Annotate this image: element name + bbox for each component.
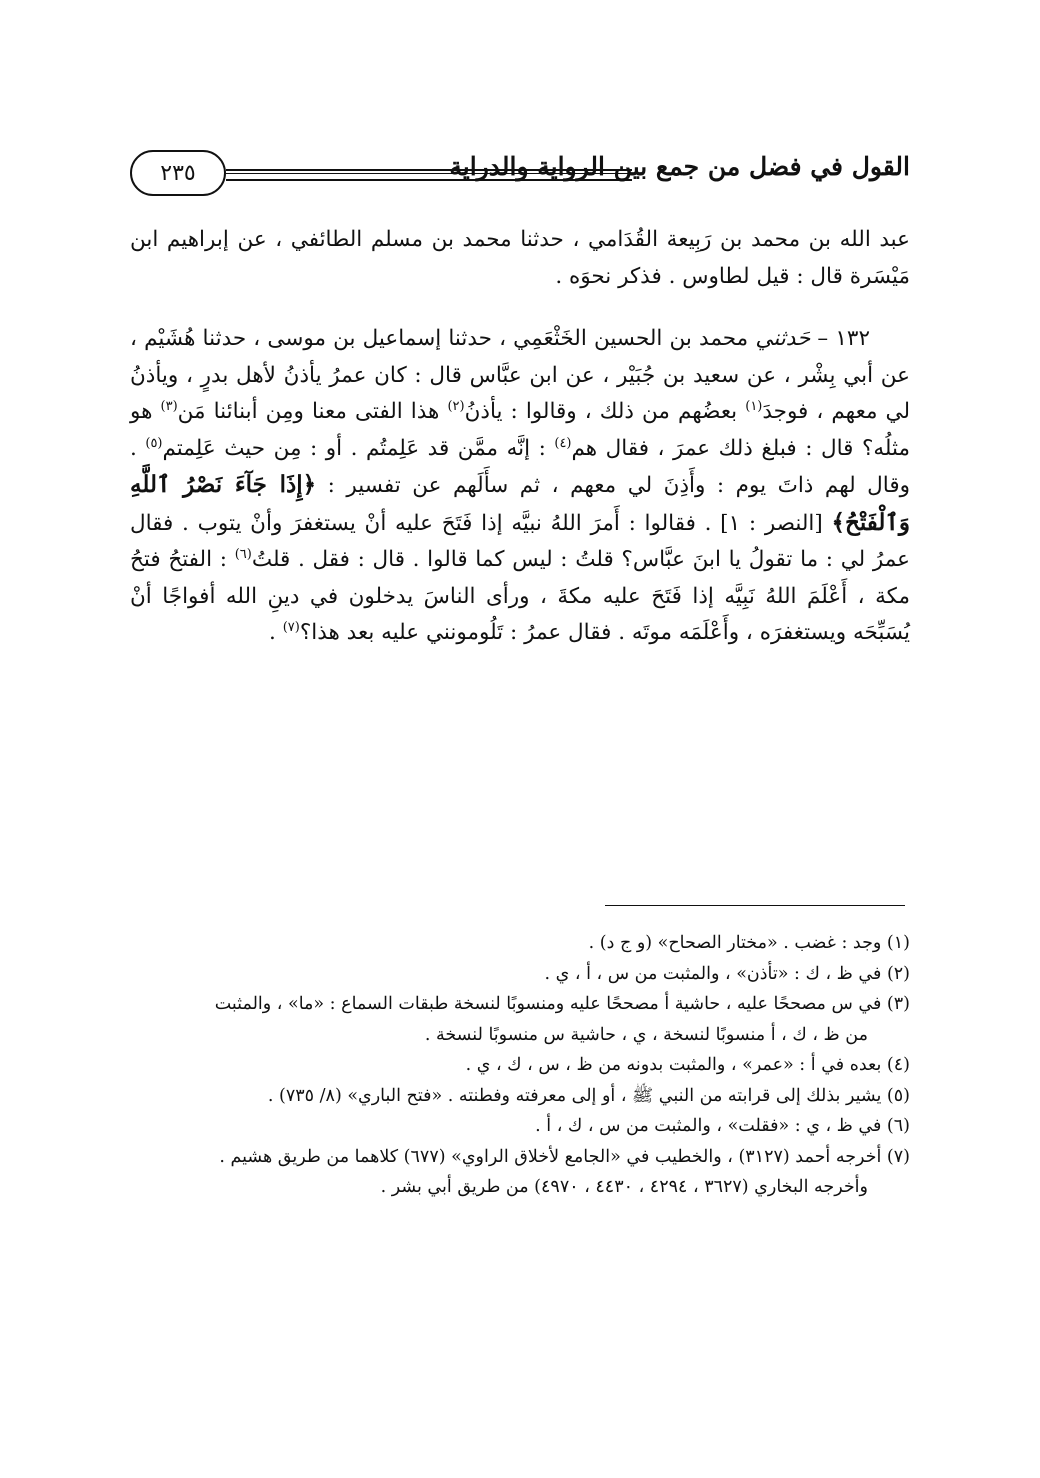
text-segment: هو مثلُه؟ قال : فبلغ ذلك عمرَ ، فقال هم [130, 399, 910, 461]
text-segment: : إنَّه ممَّن قد عَلِمتُم . أو : مِن حيث عَلِمتم [162, 435, 555, 461]
footnote-1: (١) وجد : غضب . «مختار الصحاح» (و ج د) . [588, 933, 910, 953]
text-segment: . [269, 620, 283, 645]
quran-reference: [النصر : ١] [711, 510, 832, 536]
footnote-ref-5: (٥) [145, 435, 163, 451]
narration-verb: حَدثني [755, 326, 811, 351]
footnote-ref-6: (٦) [234, 546, 252, 562]
footnote-2: (٢) في ظ ، ك : «تأذن» ، والمثبت من س ، أ ، ي . [544, 963, 910, 984]
footnote-ref-4: (٤) [554, 435, 572, 451]
footnote-3-continuation: من ظ ، ك ، أ منسوبًا لنسخة ، ي ، حاشية س منسوبًا لنسخة . [424, 1024, 868, 1045]
text-segment: : الفتحُ فتحُ مكة ، أَعْلَمَ اللهُ نَبِيَّه إذا فَتَحَ عليه مكةَ ، ورأى الناسَ يدخلون في دينِ الله أفواجًا أنْ يُسَبِّحَه ويستغفرَه ، وأَعْلَمَه موتَه . فقال عمرُ : تَلُومونني عليه بعد هذا؟ [130, 547, 910, 645]
footnote-7: (٧) أخرجه أحمد (٣١٢٧) ، والخطيب في «الجامع لأخلاق الراوي» (٦٧٧) كلاهما من طريق هشيم . [219, 1146, 910, 1167]
footnote-3: (٣) في س مصححًا عليه ، حاشية أ مصححًا عليه ومنسوبًا لنسخة طبقات السماع : «ما» ، والمثبت [214, 994, 910, 1014]
text-segment: . فقالوا : أَمرَ اللهُ نبيَّه إذا فَتَحَ عليه أنْ يستغفرَ وأنْ يتوب . فقال عمرُ لي : ما تقولُ يا ابنَ عبَّاس؟ قلتُ : ليس كما قالوا . قال : فقل . قلتُ [130, 510, 910, 572]
paragraph-continuation: عبد الله بن محمد بن رَبِيعة القُدَامي ، حدثنا محمد بن مسلم الطائفي ، عن إبراهيم ابن مَيْسَرة قال : قيل لطاوس . فذكر نحوَه . [130, 227, 910, 289]
running-header [130, 150, 910, 200]
footnotes [130, 928, 910, 1203]
text-segment: . وقال لهم ذاتَ يوم : وأَذِنَ لي معهم ، ثم سأَلَهم عن تفسير : [130, 435, 910, 498]
text-segment: محمد بن الحسين الخَثْعَمِي ، حدثنا إسماعيل بن موسى ، حدثنا هُشَيْم ، عن أبي بِشْر ، عن سعيد بن جُبَيْر ، عن ابن عبَّاس قال : كان عمرُ يأذنُ لأهل بدرٍ ، ويأذنُ لي معهم ، فوجدَ [130, 326, 911, 424]
footnote-ref-7: (٧) [282, 619, 300, 635]
text-segment: هذا الفتى معنا ومِن أبنائنا مَن [177, 399, 448, 424]
footnote-4: (٤) بعده في أ : «عمر» ، والمثبت بدونه من ظ ، س ، ك ، ي . [465, 1055, 910, 1075]
quran-verse: ﴿إِذَا جَآءَ نَصْرُ ٱللَّهِ وَٱلْفَتْحُ﴾ [130, 471, 910, 536]
footnote-separator [605, 905, 905, 906]
text-segment: بعضُهم من ذلك ، وقالوا : يأذنُ [464, 399, 746, 424]
hadith-number: ١٣٢ – [810, 326, 870, 351]
main-text [130, 222, 910, 652]
footnote-ref-2: (٢) [447, 398, 465, 414]
hadith-paragraph [130, 321, 910, 652]
footnote-7-continuation: وأخرجه البخاري (٣٦٢٧ ، ٤٢٩٤ ، ٤٤٣٠ ، ٤٩٧٠) من طريق أبي بشر . [380, 1177, 868, 1197]
page-number: ٢٣٥ [130, 150, 226, 196]
footnote-ref-3: (٣) [160, 398, 178, 414]
footnote-6: (٦) في ظ ، ي : «فقلت» ، والمثبت من س ، ك ، أ . [535, 1116, 910, 1136]
footnote-5: (٥) يشير بذلك إلى قرابته من النبي ﷺ ، أو إلى معرفته وفطنته . «فتح الباري» (٨/ ٧٣٥) . [267, 1085, 910, 1106]
footnote-ref-1: (١) [745, 398, 763, 414]
running-title: القول في فضل من جمع بين الرواية والدراية [449, 152, 910, 181]
